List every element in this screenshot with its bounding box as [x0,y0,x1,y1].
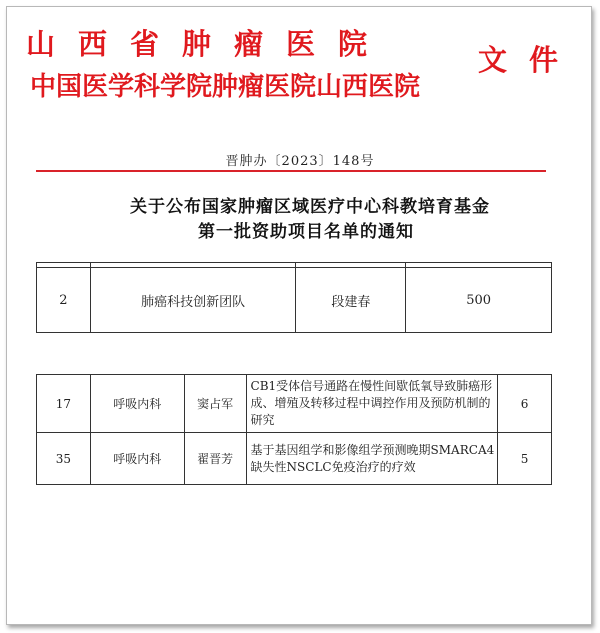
header-wenjian: 文件 [478,43,581,77]
notice-title-line1: 关于公布国家肿瘤区域医疗中心科教培育基金 [130,197,490,217]
table-row [37,375,552,433]
applicant: 翟晋芳 [184,433,246,485]
table-row [37,268,552,333]
applicant: 窦占军 [184,375,246,433]
team-table [36,262,552,333]
funding-amount: 500 [406,268,552,333]
team-leader: 段建春 [296,268,406,333]
team-name: 肺癌科技创新团队 [90,268,296,333]
project-table [36,374,552,485]
header-hospital-name: 山西省肿瘤医院 [26,27,391,61]
document-number: 晋肿办〔2023〕148号 [225,154,375,169]
project-title: 基于基因组学和影像组学预测晚期SMARCA4缺失性NSCLC免疫治疗的疗效 [246,433,498,485]
funding-amount: 5 [498,433,552,485]
row-number: 2 [37,268,91,333]
row-number: 35 [37,433,91,485]
department: 呼吸内科 [90,375,184,433]
header-hospital-full-name: 中国医学科学院肿瘤医院山西医院 [30,72,421,102]
table-row [37,433,552,485]
row-number: 17 [37,375,91,433]
project-title: CB1受体信号通路在慢性间歇低氧导致肺癌形成、增殖及转移过程中调控作用及预防机制的研究 [246,375,498,433]
department: 呼吸内科 [90,433,184,485]
red-divider [36,170,546,172]
notice-title-line2: 第一批资助项目名单的通知 [198,222,414,242]
funding-amount: 6 [498,375,552,433]
